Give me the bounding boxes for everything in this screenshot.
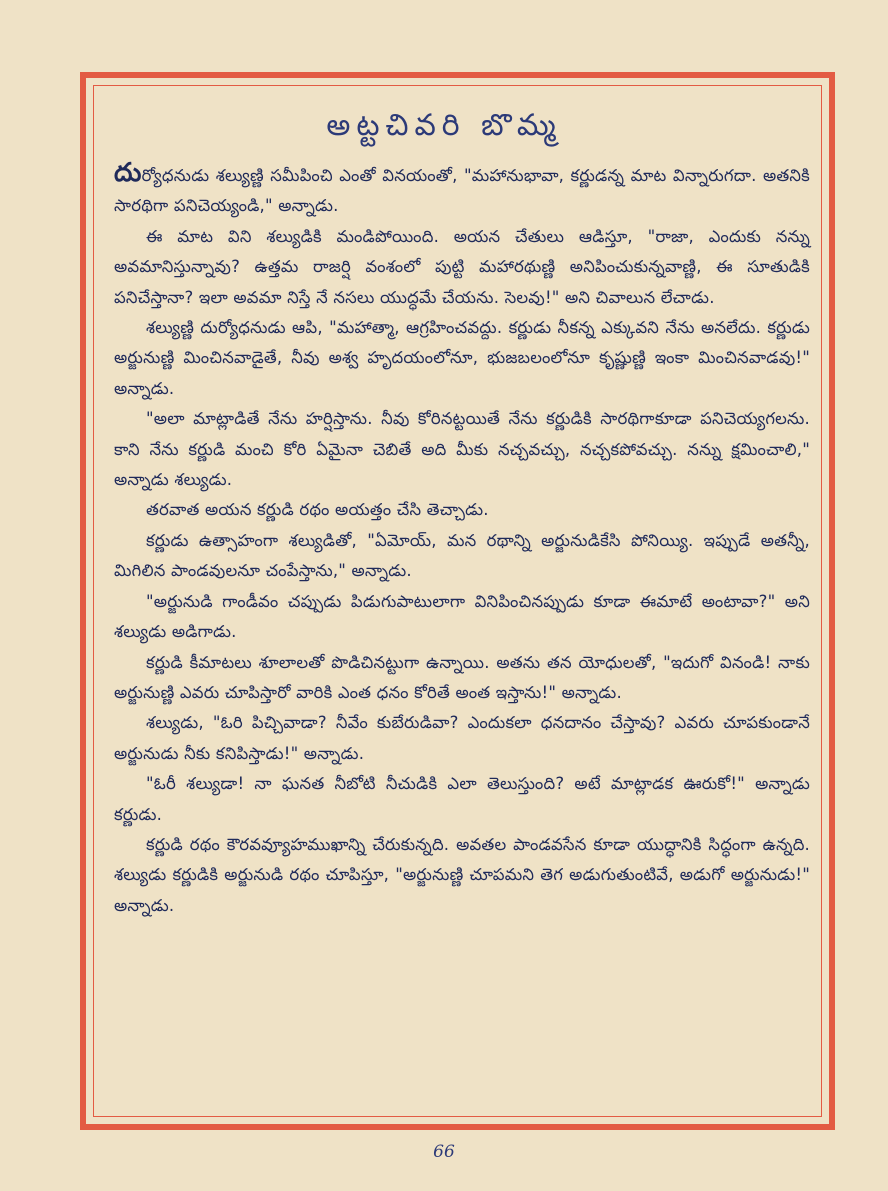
paragraph: ఈ మాట విని శల్యుడికి మండిపోయింది. అయన చేతులు ఆడిస్తూ, "రాజా, ఎందుకు నన్ను అవమానిస్తున్నావు? ఉత్తమ రాజర్షి వంశంలో పుట్టి మహారథుణ్ణి అనిపించుకున్నవాణ్ణి, ఈ సూతుడికి పనిచేస్తానా? ఇలా అవమా నిస్తే నే నసలు యుద్ధమే చేయను. సెలవు!" అని చివాలున లేచాడు. <box>114 226 810 307</box>
paragraph: "ఓరీ శల్యుడా! నా ఘనత నీబోటి నీచుడికి ఎలా తెలుస్తుంది? అటే మాట్లాడక ఊరుకో!" అన్నాడు కర్ణుడు. <box>114 774 810 824</box>
paragraph: తరవాత అయన కర్ణుడి రథం అయత్తం చేసి తెచ్చాడు. <box>146 500 489 520</box>
paragraph: కర్ణుడి కీమాటలు శూలాలతో పొడిచినట్టుగా ఉన్నాయి. అతను తన యోధులతో, "ఇదుగో వినండి! నాకు అర్జునుణ్ణి ఎవరు చూపిస్తారో వారికి ఎంత ధనం కోరితే అంత ఇస్తాను!" అన్నాడు. <box>114 652 810 702</box>
page-number: 66 <box>433 1142 455 1162</box>
paragraph: కర్ణుడి రథం కౌరవవ్యూహముఖాన్ని చేరుకున్నది. అవతల పాండవసేన కూడా యుద్ధానికి సిద్ధంగా ఉన్నది. శల్యుడు కర్ణుడికి అర్జునుడి రథం చూపిస్తూ, "అర్జునుణ్ణి చూపమని తెగ అడుగుతుంటివే, అడుగో అర్జునుడు!" అన్నాడు. <box>114 834 810 915</box>
paragraph: "అలా మాట్లాడితే నేను హర్షిస్తాను. నీవు కోరినట్టయితే నేను కర్ణుడికి సారథిగాకూడా పనిచెయ్యగలను. కాని నేను కర్ణుడి మంచి కోరి ఏమైనా చెబితే అది మీకు నచ్చవచ్చు, నచ్చకపోవచ్చు. నన్ను క్షమించాలి," అన్నాడు శల్యుడు. <box>114 409 810 490</box>
paragraph: కర్ణుడు ఉత్సాహంగా శల్యుడితో, "ఏమోయ్, మన రథాన్ని అర్జునుడికేసి పోనియ్యి. ఇప్పుడే అతన్నీ, మిగిలిన పాండవులనూ చంపేస్తాను," అన్నాడు. <box>114 530 810 581</box>
paragraph: శల్యుడు, "ఓరి పిచ్చివాడా? నీవేం కుబేరుడివా? ఎందుకలా ధనదానం చేస్తావు? ఎవరు చూపకుండానే అర్జునుడు నీకు కనిపిస్తాడు!" అన్నాడు. <box>114 713 810 763</box>
paragraph: శల్యుణ్ణి దుర్యోధనుడు ఆపి, "మహాత్మా, ఆగ్రహించవద్దు. కర్ణుడు నీకన్న ఎక్కువని నేను అనలేదు. కర్ణుడు అర్జునుణ్ణి మించినవాడైతే, నీవు అశ్వ హృదయంలోనూ, భుజబలంలోనూ కృష్ణుణ్ణి ఇంకా మించినవాడవు!" అన్నాడు. <box>114 318 810 398</box>
chapter-title: అట్టచివరి బొమ్మ <box>326 108 562 143</box>
paragraph: "అర్జునుడి గాండీవం చప్పుడు పిడుగుపాటులాగా వినిపించినప్పుడు కూడా ఈమాటే అంటావా?" అని శల్యుడు అడిగాడు. <box>114 591 810 642</box>
story-text <box>114 158 810 921</box>
paragraph: దుర్యోధనుడు శల్యుణ్ణి సమీపించి ఎంతో వినయంతో, "మహానుభావా, కర్ణుడన్న మాట విన్నారుగదా. అతనికి సారథిగా పనిచెయ్యండి," అన్నాడు. <box>114 158 810 216</box>
